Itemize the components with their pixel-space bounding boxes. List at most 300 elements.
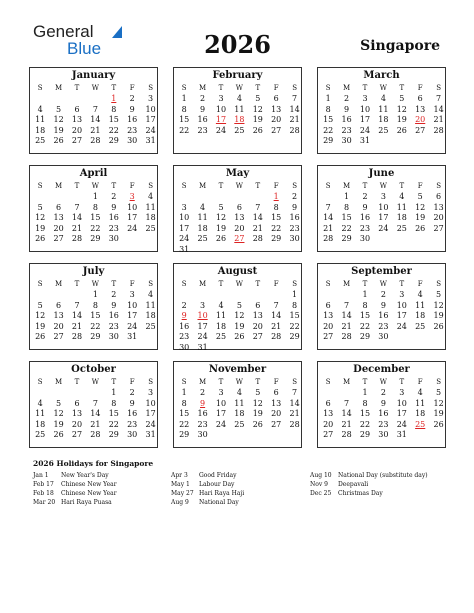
day-cell: 12 xyxy=(433,300,444,310)
day-cell: 24 xyxy=(179,234,190,243)
day-cell: 6 xyxy=(325,398,331,408)
day-cell: 18 xyxy=(145,213,156,222)
day-cell: 26 xyxy=(252,419,263,429)
day-cell: 21 xyxy=(323,223,334,233)
day-cell: 7 xyxy=(344,300,350,310)
day-cell: 2 xyxy=(129,94,135,103)
day-cell: 28 xyxy=(71,332,83,341)
weekday-header: S xyxy=(325,84,331,92)
logo-text-blue: Blue xyxy=(67,39,102,58)
weekday-header: T xyxy=(74,182,80,190)
day-cell: 8 xyxy=(111,398,117,408)
day-cell: 28 xyxy=(323,234,334,243)
day-cell: 7 xyxy=(92,398,98,408)
day-cell: 13 xyxy=(323,311,334,320)
weekday-header: S xyxy=(292,84,297,92)
holiday-day-cell: 18 xyxy=(234,115,245,124)
day-cell: 11 xyxy=(197,213,208,222)
day-cell: 22 xyxy=(359,321,371,331)
weekday-header: M xyxy=(343,280,351,288)
weekday-header: T xyxy=(362,280,368,288)
day-cell: 14 xyxy=(289,398,300,408)
day-cell: 20 xyxy=(271,115,282,124)
day-cell: 12 xyxy=(53,115,64,124)
day-cell: 24 xyxy=(127,321,138,331)
day-cell: 30 xyxy=(127,430,138,439)
weekday-header: W xyxy=(91,182,99,190)
day-cell: 23 xyxy=(108,321,119,331)
day-cell: 27 xyxy=(323,332,334,341)
calendar-year-title: 2026 xyxy=(204,30,271,59)
day-cell: 8 xyxy=(344,202,350,212)
day-cell: 28 xyxy=(90,136,101,145)
day-cell: 26 xyxy=(433,321,444,331)
day-cell: 25 xyxy=(396,223,407,233)
day-cell: 16 xyxy=(108,213,119,222)
day-cell: 23 xyxy=(197,125,208,135)
holiday-day-cell: 1 xyxy=(273,192,279,201)
month-november xyxy=(173,361,302,448)
weekday-header: F xyxy=(129,182,135,190)
weekday-header: M xyxy=(199,378,207,386)
holiday-day-cell: 9 xyxy=(181,311,187,320)
day-cell: 8 xyxy=(325,104,331,114)
weekday-header: W xyxy=(379,280,387,288)
day-cell: 1 xyxy=(362,388,368,397)
day-cell: 17 xyxy=(145,115,156,124)
weekday-header: T xyxy=(255,84,261,92)
holiday-name: Good Friday xyxy=(199,472,237,479)
day-cell: 22 xyxy=(108,419,119,429)
day-cell: 5 xyxy=(255,388,261,397)
day-cell: 22 xyxy=(179,125,190,135)
day-cell: 19 xyxy=(35,321,46,331)
day-cell: 14 xyxy=(71,311,83,320)
month-name: July xyxy=(82,266,105,277)
day-cell: 29 xyxy=(90,234,101,243)
day-cell: 9 xyxy=(362,202,368,212)
holiday-date: Feb 17 xyxy=(33,481,54,488)
day-cell: 20 xyxy=(252,321,263,331)
day-cell: 7 xyxy=(292,388,298,397)
day-cell: 1 xyxy=(292,290,298,299)
day-cell: 21 xyxy=(90,125,101,135)
day-cell: 3 xyxy=(362,94,368,103)
weekday-header: F xyxy=(129,378,135,386)
day-cell: 5 xyxy=(255,94,261,103)
day-cell: 6 xyxy=(56,300,62,310)
day-cell: 2 xyxy=(111,192,117,201)
day-cell: 8 xyxy=(92,202,98,212)
day-cell: 12 xyxy=(252,398,263,408)
day-cell: 23 xyxy=(378,419,389,429)
day-cell: 9 xyxy=(111,202,117,212)
weekday-header: T xyxy=(218,378,224,386)
day-cell: 13 xyxy=(71,409,83,418)
generalblue-logo xyxy=(33,22,123,58)
day-cell: 15 xyxy=(359,409,371,418)
day-cell: 29 xyxy=(341,234,352,243)
day-cell: 16 xyxy=(197,115,208,124)
logo-triangle-icon xyxy=(112,26,122,38)
day-cell: 2 xyxy=(292,192,298,201)
day-cell: 25 xyxy=(215,332,227,341)
month-name: June xyxy=(368,168,395,179)
day-cell: 18 xyxy=(35,419,46,429)
day-cell: 4 xyxy=(37,398,43,408)
day-cell: 27 xyxy=(53,332,64,341)
weekday-header: S xyxy=(292,182,297,190)
weekday-header: S xyxy=(181,280,187,288)
day-cell: 13 xyxy=(323,409,334,418)
day-cell: 19 xyxy=(433,311,444,320)
day-cell: 12 xyxy=(433,398,444,408)
day-cell: 1 xyxy=(111,388,117,397)
day-cell: 15 xyxy=(271,213,282,222)
day-cell: 28 xyxy=(90,430,101,439)
month-march xyxy=(317,67,446,154)
day-cell: 27 xyxy=(271,419,282,429)
day-cell: 20 xyxy=(53,223,64,233)
country-title: Singapore xyxy=(360,38,440,54)
day-cell: 4 xyxy=(417,290,423,299)
holiday-name: Hari Raya Haji xyxy=(199,490,245,497)
day-cell: 28 xyxy=(433,125,444,135)
day-cell: 11 xyxy=(234,104,245,114)
day-cell: 9 xyxy=(380,398,386,408)
day-cell: 8 xyxy=(92,300,98,310)
day-cell: 15 xyxy=(108,115,119,124)
day-cell: 2 xyxy=(362,192,368,201)
day-cell: 4 xyxy=(200,202,206,212)
day-cell: 16 xyxy=(289,213,300,222)
day-cell: 20 xyxy=(53,321,64,331)
day-cell: 4 xyxy=(380,94,386,103)
day-cell: 8 xyxy=(362,398,368,408)
day-cell: 22 xyxy=(359,419,371,429)
day-cell: 7 xyxy=(292,94,298,103)
day-cell: 17 xyxy=(396,409,407,418)
day-cell: 28 xyxy=(341,430,352,439)
day-cell: 25 xyxy=(145,223,156,233)
day-cell: 31 xyxy=(396,430,407,439)
day-cell: 21 xyxy=(90,419,101,429)
day-cell: 11 xyxy=(145,202,156,212)
month-name: March xyxy=(363,70,400,81)
day-cell: 29 xyxy=(289,332,300,341)
holiday-name: New Year's Day xyxy=(61,472,109,479)
day-cell: 4 xyxy=(148,290,154,299)
day-cell: 4 xyxy=(37,104,43,114)
day-cell: 28 xyxy=(289,125,300,135)
day-cell: 26 xyxy=(53,430,64,439)
day-cell: 19 xyxy=(35,223,46,233)
day-cell: 18 xyxy=(234,409,245,418)
day-cell: 16 xyxy=(378,409,389,418)
weekday-header: S xyxy=(181,378,187,386)
day-cell: 15 xyxy=(179,115,190,124)
day-cell: 28 xyxy=(271,332,282,341)
weekday-header: F xyxy=(417,378,423,386)
month-december xyxy=(317,361,446,448)
holiday-date: Apr 3 xyxy=(171,472,188,479)
day-cell: 26 xyxy=(35,332,46,341)
weekday-header: T xyxy=(74,378,80,386)
holiday-name: Labour Day xyxy=(199,481,235,488)
day-cell: 28 xyxy=(341,332,352,341)
day-cell: 29 xyxy=(90,332,101,341)
day-cell: 14 xyxy=(341,311,352,320)
holiday-day-cell: 17 xyxy=(215,115,227,124)
day-cell: 2 xyxy=(200,94,206,103)
weekday-header: S xyxy=(436,84,441,92)
day-cell: 3 xyxy=(148,94,154,103)
day-cell: 1 xyxy=(92,290,98,299)
weekday-header: W xyxy=(91,84,99,92)
day-cell: 24 xyxy=(145,125,156,135)
month-name: May xyxy=(225,168,250,179)
weekday-header: M xyxy=(199,182,207,190)
weekday-header: S xyxy=(148,84,153,92)
day-cell: 21 xyxy=(252,223,263,233)
day-cell: 31 xyxy=(127,332,138,341)
day-cell: 19 xyxy=(396,115,407,124)
day-cell: 6 xyxy=(436,192,442,201)
day-cell: 19 xyxy=(53,125,64,135)
day-cell: 27 xyxy=(71,136,83,145)
day-cell: 14 xyxy=(90,409,101,418)
day-cell: 22 xyxy=(90,321,101,331)
day-cell: 11 xyxy=(215,311,227,320)
weekday-header: T xyxy=(111,182,117,190)
holiday-day-cell: 1 xyxy=(111,94,117,103)
month-name: February xyxy=(212,70,263,81)
weekday-header: T xyxy=(362,84,368,92)
weekday-header: M xyxy=(343,378,351,386)
day-cell: 10 xyxy=(396,398,407,408)
day-cell: 1 xyxy=(181,388,187,397)
day-cell: 4 xyxy=(236,388,242,397)
weekday-header: M xyxy=(55,84,63,92)
weekday-header: W xyxy=(235,182,243,190)
day-cell: 6 xyxy=(56,202,62,212)
day-cell: 14 xyxy=(71,213,83,222)
day-cell: 31 xyxy=(179,244,190,254)
day-cell: 18 xyxy=(197,223,208,233)
weekday-header: W xyxy=(379,182,387,190)
day-cell: 29 xyxy=(179,430,190,439)
day-cell: 7 xyxy=(273,300,279,310)
day-cell: 5 xyxy=(399,94,405,103)
day-cell: 2 xyxy=(181,300,187,310)
day-cell: 17 xyxy=(197,321,208,331)
day-cell: 11 xyxy=(35,115,46,124)
weekday-header: S xyxy=(292,280,297,288)
day-cell: 11 xyxy=(396,202,407,212)
day-cell: 28 xyxy=(289,419,300,429)
weekday-header: S xyxy=(37,378,43,386)
weekday-header: M xyxy=(343,84,351,92)
day-cell: 5 xyxy=(56,104,62,114)
day-cell: 3 xyxy=(399,388,405,397)
day-cell: 10 xyxy=(359,104,371,114)
day-cell: 16 xyxy=(127,409,138,418)
day-cell: 18 xyxy=(378,115,389,124)
day-cell: 3 xyxy=(181,202,187,212)
logo-text-general: General xyxy=(33,22,94,41)
day-cell: 30 xyxy=(289,234,300,243)
weekday-header: S xyxy=(37,182,43,190)
month-february xyxy=(173,67,302,154)
weekday-header: T xyxy=(255,378,261,386)
day-cell: 12 xyxy=(53,409,64,418)
weekday-header: S xyxy=(37,84,43,92)
weekday-header: W xyxy=(235,378,243,386)
day-cell: 23 xyxy=(127,419,138,429)
day-cell: 30 xyxy=(359,234,371,243)
day-cell: 26 xyxy=(433,419,444,429)
day-cell: 10 xyxy=(215,104,227,114)
day-cell: 18 xyxy=(415,311,426,320)
day-cell: 7 xyxy=(325,202,331,212)
day-cell: 2 xyxy=(380,388,386,397)
month-name: September xyxy=(351,266,412,277)
day-cell: 1 xyxy=(362,290,368,299)
day-cell: 10 xyxy=(127,202,138,212)
day-cell: 9 xyxy=(111,300,117,310)
day-cell: 29 xyxy=(359,430,371,439)
weekday-header: T xyxy=(218,280,224,288)
day-cell: 7 xyxy=(92,104,98,114)
weekday-header: S xyxy=(436,182,441,190)
day-cell: 27 xyxy=(323,430,334,439)
day-cell: 2 xyxy=(380,290,386,299)
day-cell: 30 xyxy=(378,332,389,341)
day-cell: 13 xyxy=(433,202,444,212)
weekday-header: S xyxy=(292,378,297,386)
day-cell: 22 xyxy=(179,419,190,429)
day-cell: 30 xyxy=(108,234,119,243)
day-cell: 18 xyxy=(415,409,426,418)
day-cell: 13 xyxy=(71,115,83,124)
day-cell: 20 xyxy=(323,321,334,331)
day-cell: 12 xyxy=(35,311,46,320)
holiday-day-cell: 10 xyxy=(197,311,208,320)
holiday-name: Chinese New Year xyxy=(61,490,117,497)
day-cell: 20 xyxy=(234,223,245,233)
day-cell: 2 xyxy=(129,388,135,397)
weekday-header: F xyxy=(273,182,279,190)
day-cell: 29 xyxy=(108,136,119,145)
day-cell: 23 xyxy=(289,223,300,233)
day-cell: 20 xyxy=(71,125,83,135)
day-cell: 17 xyxy=(127,213,138,222)
weekday-header: T xyxy=(111,280,117,288)
weekday-header: S xyxy=(37,280,43,288)
month-name: January xyxy=(71,70,116,81)
day-cell: 30 xyxy=(179,342,190,352)
month-name: August xyxy=(217,266,258,277)
day-cell: 12 xyxy=(215,213,227,222)
month-september xyxy=(317,263,446,350)
weekday-header: F xyxy=(273,280,279,288)
day-cell: 27 xyxy=(71,430,83,439)
day-cell: 1 xyxy=(181,94,187,103)
weekday-header: T xyxy=(111,378,117,386)
day-cell: 29 xyxy=(359,332,371,341)
day-cell: 3 xyxy=(200,300,206,310)
day-cell: 3 xyxy=(380,192,386,201)
weekday-header: S xyxy=(148,378,153,386)
day-cell: 8 xyxy=(181,398,187,408)
day-cell: 6 xyxy=(236,202,242,212)
weekday-header: M xyxy=(55,280,63,288)
day-cell: 26 xyxy=(234,332,245,341)
day-cell: 12 xyxy=(35,213,46,222)
day-cell: 4 xyxy=(236,94,242,103)
day-cell: 14 xyxy=(323,213,334,222)
day-cell: 19 xyxy=(215,223,227,233)
day-cell: 25 xyxy=(35,136,46,145)
day-cell: 20 xyxy=(71,419,83,429)
weekday-header: W xyxy=(91,280,99,288)
day-cell: 25 xyxy=(415,321,426,331)
day-cell: 5 xyxy=(436,388,442,397)
weekday-header: S xyxy=(148,182,153,190)
day-cell: 15 xyxy=(90,213,101,222)
day-cell: 27 xyxy=(271,125,282,135)
day-cell: 13 xyxy=(53,311,64,320)
month-october xyxy=(29,361,158,448)
day-cell: 17 xyxy=(396,311,407,320)
weekday-header: T xyxy=(74,280,80,288)
day-cell: 16 xyxy=(197,409,208,418)
weekday-header: S xyxy=(325,378,331,386)
weekday-header: F xyxy=(273,84,279,92)
day-cell: 13 xyxy=(271,104,282,114)
day-cell: 3 xyxy=(129,290,135,299)
day-cell: 23 xyxy=(197,419,208,429)
day-cell: 5 xyxy=(37,300,43,310)
day-cell: 15 xyxy=(289,311,300,320)
day-cell: 17 xyxy=(145,409,156,418)
weekday-header: S xyxy=(148,280,153,288)
day-cell: 25 xyxy=(145,321,156,331)
day-cell: 23 xyxy=(179,332,190,341)
holiday-day-cell: 3 xyxy=(129,192,135,201)
holiday-date: May 27 xyxy=(171,490,194,497)
day-cell: 21 xyxy=(341,419,352,429)
holiday-date: Aug 9 xyxy=(171,499,189,506)
day-cell: 21 xyxy=(289,409,300,418)
day-cell: 25 xyxy=(378,125,389,135)
day-cell: 16 xyxy=(378,311,389,320)
day-cell: 9 xyxy=(380,300,386,310)
day-cell: 14 xyxy=(90,115,101,124)
day-cell: 31 xyxy=(359,136,371,145)
day-cell: 22 xyxy=(108,125,119,135)
weekday-header: F xyxy=(129,280,135,288)
holiday-name: National Day xyxy=(199,499,239,506)
day-cell: 28 xyxy=(71,234,83,243)
day-cell: 16 xyxy=(127,115,138,124)
day-cell: 6 xyxy=(273,94,279,103)
holiday-day-cell: 20 xyxy=(415,115,426,124)
holiday-name: Deepavali xyxy=(338,481,369,488)
day-cell: 15 xyxy=(179,409,190,418)
day-cell: 27 xyxy=(415,125,426,135)
day-cell: 26 xyxy=(215,234,227,243)
